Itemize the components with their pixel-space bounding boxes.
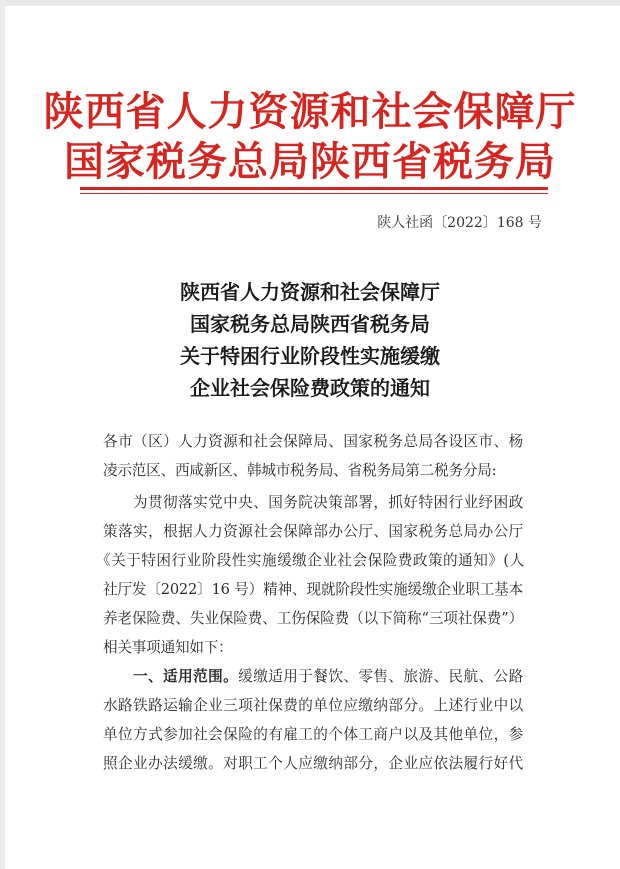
body-line-6: 社厅发〔2022〕16 号）精神、现就阶段性实施缓缴企业职工基本	[103, 581, 523, 598]
title-line-2: 国家税务总局陕西省税务局	[190, 312, 430, 336]
body-line-12: 照企业办法缓缴。对职工个人应缴纳部分，企业应依法履行好代	[103, 755, 523, 772]
issuer-header-line-2: 国家税务总局陕西省税务局	[64, 139, 556, 185]
red-rule-thick	[80, 187, 548, 190]
body-line-10: 水路铁路运输企业三项社保费的单位应缴纳部分。上述行业中以	[103, 697, 523, 714]
red-rule-thin	[80, 193, 548, 194]
issuer-header-line-1: 陕西省人力资源和社会保障厅	[43, 89, 577, 135]
page-edge-top	[0, 0, 620, 6]
title-line-4: 企业社会保险费政策的通知	[190, 376, 430, 400]
body-line-1: 各市（区）人力资源和社会保障局、国家税务总局各设区市、杨	[103, 433, 523, 450]
body-line-9	[133, 665, 523, 686]
body-line-7: 养老保险费、失业保险费、工伤保险费（以下简称“三项社保费”）	[103, 610, 523, 627]
body-line-3: 为贯彻落实党中央、国务院决策部署，抓好特困行业纾困政	[133, 494, 523, 511]
body-line-4: 策落实，根据人力资源社会保障部办公厅、国家税务总局办公厅	[103, 523, 523, 540]
body-line-5: 《关于特困行业阶段性实施缓缴企业社会保险费政策的通知》(人	[96, 552, 524, 569]
title-line-1: 陕西省人力资源和社会保障厅	[180, 280, 440, 304]
section-heading-scope: 一、适用范围。	[133, 668, 239, 685]
body-line-2: 凌示范区、西咸新区、韩城市税务局、省税务局第二税务分局:	[103, 462, 497, 479]
document-number: 陕人社函〔2022〕168 号	[377, 215, 542, 231]
body-line-11: 单位方式参加社会保险的有雇工的个体工商户以及其他单位，参	[103, 726, 523, 743]
title-line-3: 关于特困行业阶段性实施缓缴	[180, 344, 440, 368]
body-line-9-text: 缓缴适用于餐饮、零售、旅游、民航、公路	[238, 668, 523, 685]
body-line-8: 相关事项通知如下：	[103, 639, 233, 656]
